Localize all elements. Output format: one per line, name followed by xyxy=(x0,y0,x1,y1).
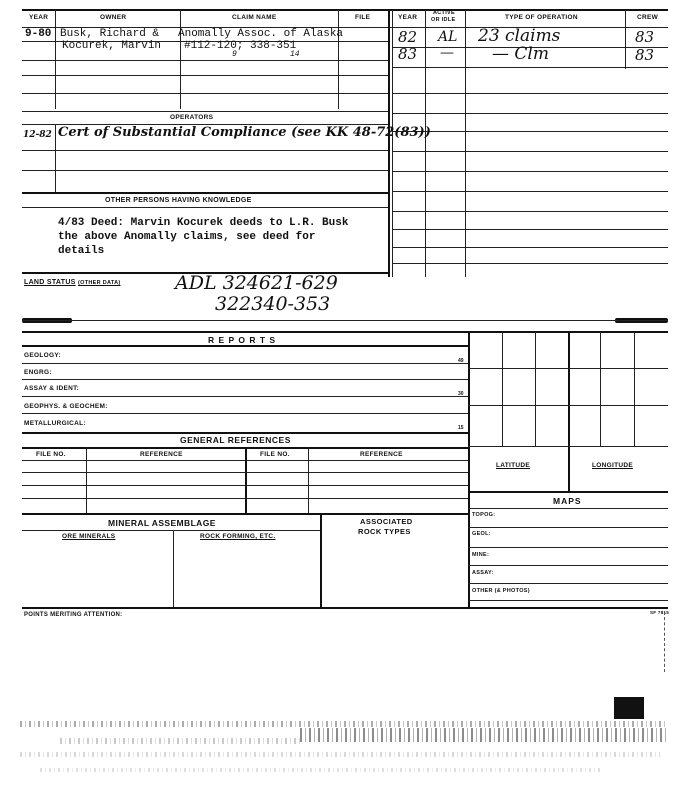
reports-top-rule xyxy=(22,331,668,333)
latitude-label: LATITUDE xyxy=(496,462,531,469)
op-type-2: — Clm xyxy=(492,44,549,64)
row-line xyxy=(468,583,668,584)
reports-header-rule xyxy=(22,345,468,347)
row-line xyxy=(22,513,468,515)
scan-noise-band xyxy=(20,752,660,757)
op-active-1: AL xyxy=(438,29,458,45)
col-sep-owner xyxy=(180,9,181,109)
reports-right-divider xyxy=(468,331,470,608)
claim-sub-1: 9 xyxy=(232,50,237,59)
grid-vline xyxy=(634,331,635,446)
op-crew-2: 83 xyxy=(635,46,655,64)
other-persons-line-2: the above Anomally claims, see deed for xyxy=(58,231,316,243)
mineral-bottom-rule xyxy=(22,607,668,609)
longitude-label: LONGITUDE xyxy=(592,462,633,469)
right-margin-mark xyxy=(664,612,665,672)
ref-col-file-no-1: FILE NO. xyxy=(36,451,66,458)
op-year-1: 82 xyxy=(398,28,418,46)
row-line xyxy=(22,413,468,414)
row-line xyxy=(22,170,388,171)
row-line xyxy=(22,150,388,151)
claim-sub-2: 14 xyxy=(290,50,300,59)
col-sep xyxy=(86,447,87,513)
row-line xyxy=(22,498,468,499)
table-top-border xyxy=(22,9,668,11)
row-line xyxy=(392,67,668,68)
scan-noise-band xyxy=(60,738,300,744)
associated-label: ASSOCIATED xyxy=(360,517,413,526)
report-metallurgical-label: METALLURGICAL: xyxy=(24,420,86,427)
row-line xyxy=(392,113,668,114)
row-line xyxy=(22,363,468,364)
col-sep xyxy=(245,447,247,513)
ore-minerals-label: ORE MINERALS xyxy=(62,533,116,540)
land-status-line-2: 322340-353 xyxy=(215,293,331,315)
rock-types-label: ROCK TYPES xyxy=(358,527,411,536)
ref-col-file-no-2: FILE NO. xyxy=(260,451,290,458)
header-owner: OWNER xyxy=(100,14,127,21)
ref-col-reference-1: REFERENCE xyxy=(140,451,183,458)
maps-assay-label: ASSAY: xyxy=(472,570,494,576)
grid-vline xyxy=(568,331,570,491)
operators-col-sep xyxy=(55,124,56,192)
reports-header: R E P O R T S xyxy=(208,335,277,345)
report-engrg-label: ENGRG: xyxy=(24,369,52,376)
row-line xyxy=(22,379,468,380)
row-line xyxy=(392,191,668,192)
land-status-label: LAND STATUS xyxy=(24,279,76,286)
report-geology-label: GEOLOGY: xyxy=(24,352,61,359)
header-year-2: YEAR xyxy=(398,14,418,21)
maps-topog-label: TOPOG: xyxy=(472,512,496,518)
header-file: FILE xyxy=(355,14,371,21)
maps-top-rule xyxy=(468,491,668,493)
operators-top-rule xyxy=(22,111,388,112)
header-active: ACTIVE xyxy=(433,10,455,16)
row-line xyxy=(22,485,468,486)
op-year-2: 83 xyxy=(398,45,418,63)
mineral-header-rule xyxy=(22,530,320,531)
row-line xyxy=(392,171,668,172)
maps-header: MAPS xyxy=(553,496,582,506)
row-line xyxy=(392,229,668,230)
center-divider xyxy=(388,9,390,277)
land-status-sublabel: (OTHER DATA) xyxy=(78,280,121,286)
row-line xyxy=(468,547,668,548)
scan-block xyxy=(614,697,644,719)
row-line xyxy=(22,432,468,434)
maps-mine-label: MINE: xyxy=(472,552,490,558)
row-line xyxy=(22,93,388,94)
col-sep-year xyxy=(55,9,56,109)
report-geology-num: 49 xyxy=(458,358,464,364)
op-active-2: — xyxy=(440,45,454,61)
form-number: SF 7815 xyxy=(650,610,670,615)
mineral-assemblage-header: MINERAL ASSEMBLAGE xyxy=(108,518,216,528)
general-references-header: GENERAL REFERENCES xyxy=(180,435,291,445)
row-line xyxy=(468,565,668,566)
col-sep-active xyxy=(465,9,466,277)
row-line xyxy=(22,472,468,473)
op-crew-1: 83 xyxy=(635,28,655,46)
separator-rule xyxy=(22,320,668,321)
header-year: YEAR xyxy=(29,14,49,21)
rock-forming-label: ROCK FORMING, ETC. xyxy=(200,533,276,540)
other-persons-line-1: 4/83 Deed: Marvin Kocurek deeds to L.R. Busk xyxy=(58,217,349,229)
row-line xyxy=(468,527,668,528)
ref-col-reference-2: REFERENCE xyxy=(360,451,403,458)
claim-name-line-1: Anomally Assoc. of Alaska xyxy=(178,28,344,40)
grid-hline xyxy=(468,368,668,369)
scan-noise-band xyxy=(20,721,668,727)
report-metallurgical-num: 15 xyxy=(458,425,464,431)
other-persons-top-rule xyxy=(22,192,388,194)
entry-year: 9-80 xyxy=(25,28,52,40)
maps-header-rule xyxy=(468,508,668,509)
mineral-col-sep xyxy=(173,530,174,608)
col-sep-year2 xyxy=(425,9,426,277)
operators-header: OPERATORS xyxy=(170,114,214,121)
header-crew: CREW xyxy=(637,14,659,21)
scan-noise-band xyxy=(300,728,668,742)
grid-vline xyxy=(535,331,536,446)
row-line xyxy=(392,93,668,94)
grid-hline xyxy=(468,446,668,447)
other-persons-header: OTHER PERSONS HAVING KNOWLEDGE xyxy=(105,197,252,204)
assoc-col-sep xyxy=(320,513,322,608)
owner-line-1: Busk, Richard & xyxy=(60,28,160,40)
row-line xyxy=(22,60,388,61)
row-line xyxy=(22,396,468,397)
other-persons-line-3: details xyxy=(58,245,105,257)
scan-noise-band xyxy=(40,768,600,772)
row-line xyxy=(392,263,668,264)
owner-line-2: Kocurek, Marvin xyxy=(62,40,162,52)
row-line xyxy=(468,600,668,601)
report-assay-label: ASSAY & IDENT: xyxy=(24,385,80,392)
grid-vline xyxy=(502,331,503,446)
header-or-idle: OR IDLE xyxy=(431,17,456,23)
maps-other-label: OTHER (& PHOTOS) xyxy=(472,588,530,594)
row-line xyxy=(392,131,668,132)
header-type-of-operation: TYPE OF OPERATION xyxy=(505,14,578,21)
row-line xyxy=(22,75,388,76)
claim-name-line-2: #112-120; 338-351 xyxy=(184,40,297,52)
maps-geol-label: GEOL: xyxy=(472,531,491,537)
grid-vline xyxy=(600,331,601,446)
op-type-1: 23 claims xyxy=(478,26,561,46)
points-label: POINTS MERITING ATTENTION: xyxy=(24,612,123,618)
row-line xyxy=(392,247,668,248)
center-divider-inner xyxy=(392,9,393,277)
operators-year: 12-82 xyxy=(23,130,52,140)
land-status-line-1: ADL 324621-629 xyxy=(175,272,338,294)
col-sep xyxy=(308,447,309,513)
row-line xyxy=(392,151,668,152)
col-sep-claim xyxy=(338,9,339,109)
operators-text: Cert of Substantial Compliance (see KK 48-72(83)) xyxy=(58,125,431,140)
header-claim-name: CLAIM NAME xyxy=(232,14,277,21)
row-line xyxy=(392,211,668,212)
report-assay-num: 30 xyxy=(458,391,464,397)
grid-hline xyxy=(468,405,668,406)
col-sep-type xyxy=(625,9,626,69)
report-geophys-label: GEOPHYS. & GEOCHEM: xyxy=(24,403,108,410)
other-persons-header-rule xyxy=(22,207,388,208)
